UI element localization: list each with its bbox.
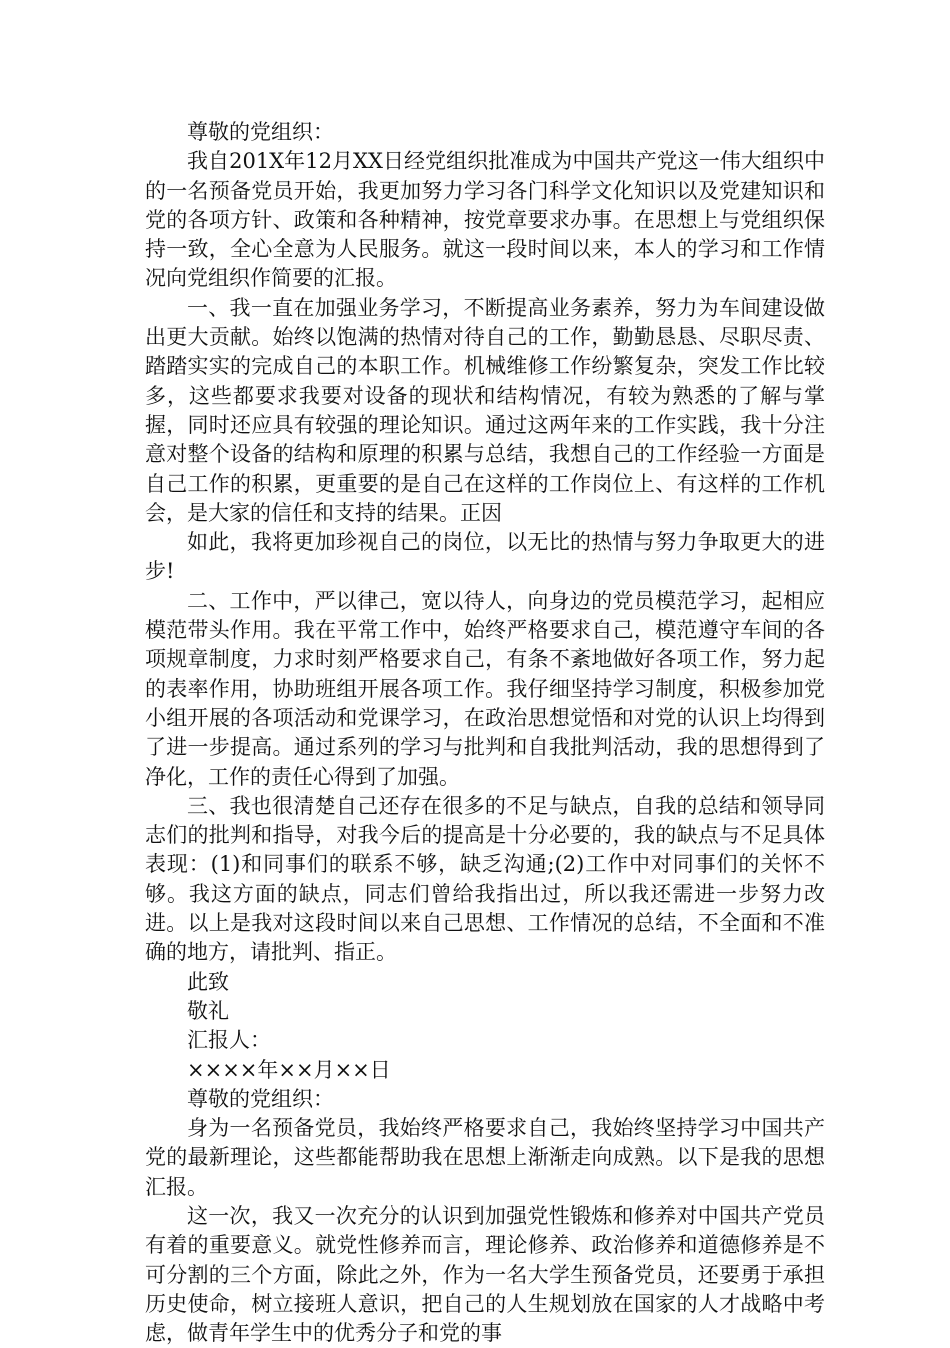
letter1-closing-2: 敬礼 — [187, 998, 229, 1023]
letter1-section2: 二、工作中，严以律己，宽以待人，向身边的党员模范学习，起相应模范带头作用。我在平常工作中，始终严格要求自己，模范遵守车间的各项规章制度，力求时刻严格要求自己，有条不紊地做好各项工作，努力起的表率作用，协助班组开展各项工作。我仔细坚持学习制度，积极参加党小组开展的各项活动和党课学习，在政治思想觉悟和对党的认识上均得到了进一步提高。通过系列的学习与批判和自我批判活动，我的思想得到了净化，工作的责任心得到了加强。 — [145, 588, 825, 789]
letter1-date: ××××年××月××日 — [187, 1057, 391, 1082]
letter1-section1-cont: 如此，我将更加珍视自己的岗位，以无比的热情与努力争取更大的进步! — [145, 530, 825, 584]
letter1-section1: 一、我一直在加强业务学习，不断提高业务素养，努力为车间建设做出更大贡献。始终以饱满的热情对待自己的工作，勤勤恳恳、尽职尽责、踏踏实实的完成自己的本职工作。机械维修工作纷繁复杂，突发工作比较多，这些都要求我要对设备的现状和结构情况，有较为熟悉的了解与掌握，同时还应具有较强的理论知识。通过这两年来的工作实践，我十分注意对整个设备的结构和原理的积累与总结，我想自己的工作经验一方面是自己工作的积累，更重要的是自己在这样的工作岗位上、有这样的工作机会，是大家的信任和支持的结果。正因 — [145, 295, 825, 525]
letter1-section3: 三、我也很清楚自己还存在很多的不足与缺点，自我的总结和领导同志们的批判和指导，对我今后的提高是十分必要的，我的缺点与不足具体表现：(1)和同事们的联系不够，缺乏沟通;(2)工作中对同事们的关怀不够。我这方面的缺点，同志们曾给我指出过，所以我还需进一步努力改进。以上是我对这段时间以来自己思想、工作情况的总结，不全面和不准确的地方，请批判、指正。 — [145, 793, 825, 965]
letter1-reporter: 汇报人： — [187, 1028, 271, 1053]
document-page — [145, 118, 825, 1348]
letter1-salutation: 尊敬的党组织： — [187, 120, 334, 144]
letter2-intro: 身为一名预备党员，我始终严格要求自己，我始终坚持学习中国共产党的最新理论，这些都能帮助我在思想上渐渐走向成熟。以下是我的思想汇报。 — [145, 1116, 825, 1199]
letter2-salutation: 尊敬的党组织： — [187, 1086, 334, 1111]
letter1-closing-1: 此致 — [187, 969, 229, 994]
letter2-para1: 这一次，我又一次充分的认识到加强党性锻炼和修养对中国共产党员有着的重要意义。就党性修养而言，理论修养、政治修养和道德修养是不可分割的三个方面，除此之外，作为一名大学生预备党员，还要勇于承担历史使命，树立接班人意识，把自己的人生规划放在国家的人才战略中考虑，做青年学生中的优秀分子和党的事 — [145, 1203, 825, 1346]
letter1-intro: 我自201X年12月XX日经党组织批准成为中国共产党这一伟大组织中的一名预备党员开始，我更加努力学习各门科学文化知识以及党建知识和党的各项方针、政策和各种精神，按党章要求办事。在思想上与党组织保持一致，全心全意为人民服务。就这一段时间以来，本人的学习和工作情况向党组织作简要的汇报。 — [145, 149, 825, 291]
